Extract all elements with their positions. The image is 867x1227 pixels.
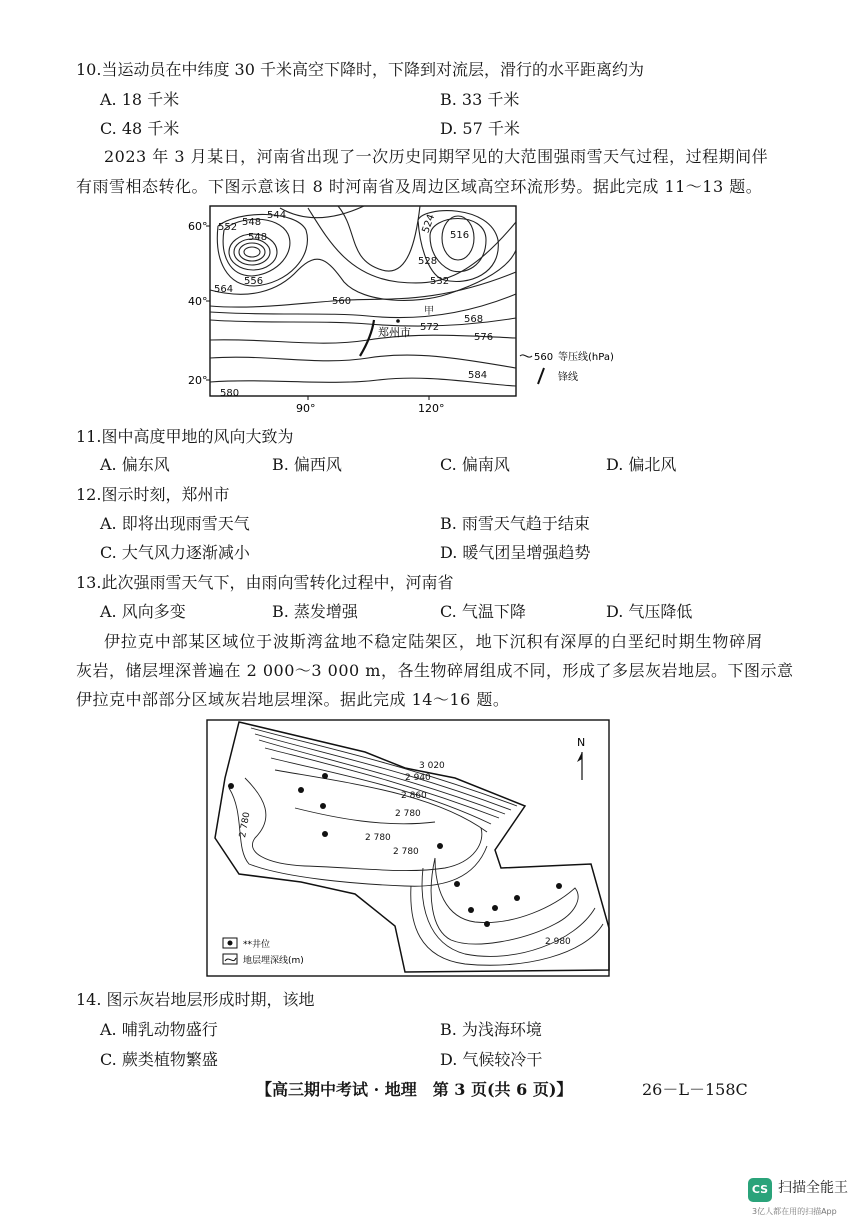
isobar-label: 552 [218,222,238,233]
isobar-label: 568 [464,314,484,325]
well-dot [320,803,326,809]
contour-label: 2 780 [365,833,391,843]
zhengzhou-dot [396,319,400,323]
well-dot [437,843,443,849]
question-11-option-c: C. 偏南风 [440,455,510,474]
isobar-label: 580 [220,388,240,399]
question-11-option-b: B. 偏西风 [272,455,342,474]
contour-label: 2 780 [393,847,419,857]
question-13-option-c: C. 气温下降 [440,602,526,621]
isobar-label: 576 [474,332,494,343]
question-11-option-a: A. 偏东风 [100,455,170,474]
legend-well-label: **井位 [243,940,271,950]
question-13-stem: 13.此次强雨雪天气下，由雨向雪转化过程中，河南省 [76,573,454,592]
isobar-label: 544 [267,210,287,221]
question-13-option-a: A. 风向多变 [100,602,186,621]
well-dot [322,831,328,837]
question-13-option-d: D. 气压降低 [606,602,693,621]
lat-label-40: 40° [188,295,208,308]
question-12-option-c: C. 大气风力逐渐减小 [100,543,250,562]
question-13-option-b: B. 蒸发增强 [272,602,358,621]
lon-label-120: 120° [418,402,445,415]
contour-label: 2 780 [395,809,421,819]
city-label: 郑州市 [378,326,411,339]
well-dot [298,787,304,793]
isobar-label: 548 [248,232,268,243]
well-dot [556,883,562,889]
question-12-option-b: B. 雨雪天气趋于结束 [440,514,590,533]
question-10-option-b: B. 33 千米 [440,90,520,109]
contour-label: 2 940 [405,773,431,783]
intro-1-line-2: 有雨雪相态转化。下图示意该日 8 时河南省及周边区域高空环流形势。据此完成 11～13 题。 [76,177,763,196]
question-12-option-d: D. 暖气团呈增强趋势 [440,543,591,562]
isobar-label-jia: 甲 [424,306,434,317]
isobar-label: 584 [468,370,488,381]
intro-2-line-2: 灰岩，储层埋深普遍在 2 000～3 000 m，各生物碎屑组成不同，形成了多层灰岩地层。下图示意 [76,661,794,680]
intro-2-line-1: 伊拉克中部某区域位于波斯湾盆地不稳定陆架区，地下沉积有深厚的白垩纪时期生物碎屑 [104,632,764,651]
paper-code: 26－L－158C [642,1080,748,1099]
legend-isobar-value: 560 [534,352,554,363]
well-dot [454,881,460,887]
well-dot [468,907,474,913]
isobar-label: 528 [418,256,438,267]
question-12-stem: 12.图示时刻，郑州市 [76,485,230,504]
well-dot [514,895,520,901]
north-label: N [577,736,586,749]
well-dot [492,905,498,911]
lat-label-20: 20° [188,374,208,387]
legend-front-label: 锋线 [558,372,578,383]
legend-isobar-symbol [520,355,532,357]
question-14-option-c: C. 蕨类植物繁盛 [100,1050,218,1069]
contour-label: 2 860 [401,791,427,801]
contour-label: 3 020 [419,761,445,771]
circulation-map [168,200,648,415]
isobar-label: 564 [214,284,234,295]
isobar-label: 560 [332,296,352,307]
question-12-option-a: A. 即将出现雨雪天气 [100,514,250,533]
legend-front-symbol [538,368,544,384]
legend-well-icon [228,941,233,946]
contour-label: 2 780 [238,811,253,839]
question-11-stem: 11.图中高度甲地的风向大致为 [76,427,294,446]
question-10-option-a: A. 18 千米 [100,90,180,109]
intro-2-line-3: 伊拉克中部部分区域灰岩地层埋深。据此完成 14～16 题。 [76,690,510,709]
isobar-label: 548 [242,217,262,228]
legend-contour-label: 地层埋深线(m) [243,956,304,966]
burial-depth-map [205,718,613,980]
question-10-option-c: C. 48 千米 [100,119,180,138]
question-14-option-d: D. 气候较冷干 [440,1050,543,1069]
isobar-label: 556 [244,276,264,287]
camscanner-name: 扫描全能王 [778,1180,848,1196]
question-11-option-d: D. 偏北风 [606,455,677,474]
page-footer: 【高三期中考试 · 地理 第 3 页(共 6 页)】 [256,1080,573,1099]
lat-label-60: 60° [188,220,208,233]
isobar-label: 532 [430,276,450,287]
question-14-option-a: A. 哺乳动物盛行 [100,1020,218,1039]
intro-1-line-1: 2023 年 3 月某日，河南省出现了一次历史同期罕见的大范围强雨雪天气过程，过程期间伴 [104,147,769,166]
camscanner-tagline: 3亿人都在用的扫描App [752,1207,837,1216]
well-dot [228,783,234,789]
well-dot [484,921,490,927]
legend-isobar-label: 等压线(hPa) [558,352,614,363]
question-14-stem: 14. 图示灰岩地层形成时期，该地 [76,990,315,1009]
isobar-label: 572 [420,322,440,333]
isobar-label: 516 [450,230,470,241]
contour-label: 2 980 [545,937,571,947]
isobar-label: 524 [420,212,438,235]
camscanner-logo-icon: CS [748,1178,772,1202]
question-10-stem: 10.当运动员在中纬度 30 千米高空下降时，下降到对流层，滑行的水平距离约为 [76,60,644,79]
lon-label-90: 90° [296,402,316,415]
well-dot [322,773,328,779]
question-10-option-d: D. 57 千米 [440,119,520,138]
question-14-option-b: B. 为浅海环境 [440,1020,542,1039]
